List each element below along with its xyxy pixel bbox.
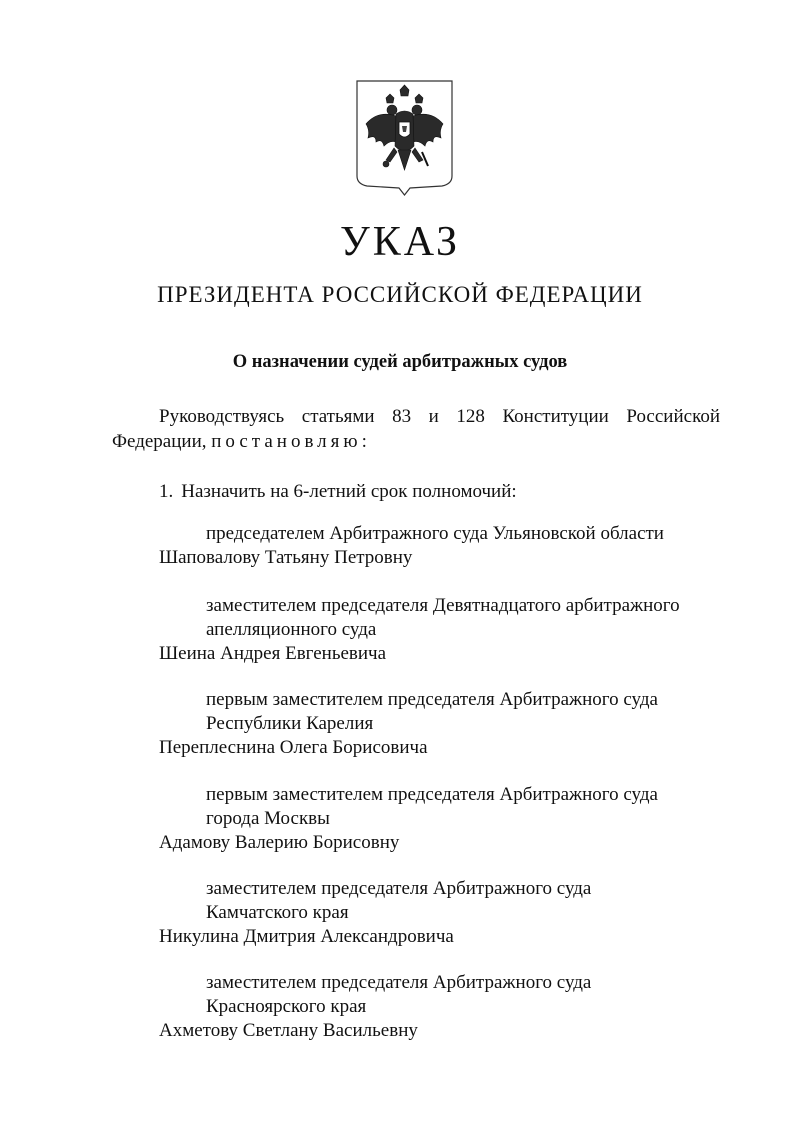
appointment-item	[159, 971, 729, 1043]
position-line: Камчатского края	[206, 902, 349, 923]
preamble-line-2-prefix: Федерации,	[112, 431, 207, 452]
appointment-position	[159, 877, 729, 925]
appointee-name: Адамову Валерию Борисовну	[159, 832, 400, 853]
position-line: Республики Карелия	[206, 713, 374, 734]
position-line: председателем Арбитражного суда Ульяновской области	[206, 523, 664, 544]
appointee-name: Ахметову Светлану Васильевну	[159, 1020, 418, 1041]
position-line: заместителем председателя Арбитражного суда	[206, 878, 592, 899]
clause-text: Назначить на 6-летний срок полномочий:	[181, 481, 517, 502]
appointee-name: Переплеснина Олега Борисовича	[159, 737, 428, 758]
appointment-item	[159, 688, 729, 760]
position-line: заместителем председателя Девятнадцатого арбитражного	[206, 595, 680, 616]
position-line: первым заместителем председателя Арбитражного суда	[206, 689, 658, 710]
position-line: апелляционного суда	[206, 619, 377, 640]
coat-of-arms-icon	[356, 80, 453, 196]
appointment-position	[159, 783, 729, 831]
appointment-item	[159, 877, 729, 949]
appointee-name: Шаповалову Татьяну Петровну	[159, 547, 413, 568]
preamble-line-1: Руководствуясь статьями 83 и 128 Конституции Российской	[159, 406, 720, 427]
appointment-position	[159, 522, 729, 546]
appointment-item	[159, 783, 729, 855]
document-issuer: ПРЕЗИДЕНТА РОССИЙСКОЙ ФЕДЕРАЦИИ	[157, 282, 643, 307]
appointment-position	[159, 594, 729, 642]
appointment-item	[159, 594, 729, 666]
appointment-position	[159, 688, 729, 736]
appointee-name: Шеина Андрея Евгеньевича	[159, 643, 387, 664]
document-subject: О назначении судей арбитражных судов	[232, 352, 568, 372]
appointment-position	[159, 971, 729, 1019]
document-title: УКАЗ	[339, 219, 461, 265]
position-line: Красноярского края	[206, 996, 367, 1017]
preamble	[112, 404, 720, 454]
position-line: города Москвы	[206, 808, 330, 829]
position-line: заместителем председателя Арбитражного суда	[206, 972, 592, 993]
preamble-line-2	[112, 429, 720, 454]
position-line: первым заместителем председателя Арбитражного суда	[206, 784, 658, 805]
clause-1	[159, 479, 517, 504]
resolution-keyword: постановляю:	[211, 431, 371, 452]
appointment-item	[159, 522, 729, 570]
clause-number: 1.	[159, 481, 174, 502]
appointee-name: Никулина Дмитрия Александровича	[159, 926, 454, 947]
